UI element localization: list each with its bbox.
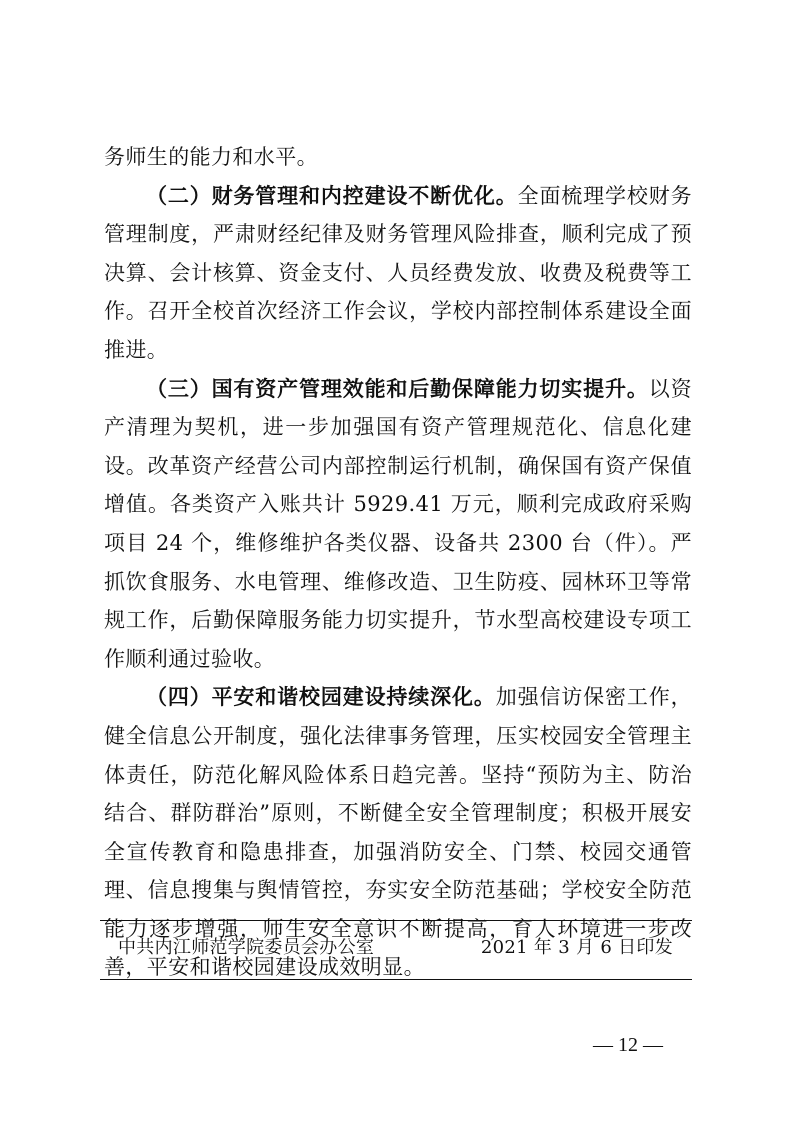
paragraph-1-text: 务师生的能力和水平。 [104, 145, 318, 169]
footer-top-rule [100, 920, 692, 921]
paragraph-2-heading: （二）财务管理和内控建设不断优化。 [146, 183, 518, 208]
page-number: — 12 — [593, 1034, 663, 1056]
paragraph-3-heading: （三）国有资产管理效能和后勤保障能力切实提升。 [146, 376, 649, 401]
paragraph-4-text: 加强信访保密工作，健全信息公开制度，强化法律事务管理，压实校园安全管理主体责任，防范化解风险体系日趋完善。坚持“预防为主、防治结合、群防群治”原则，不断健全安全管理制度；积极开展安全宣传教育和隐患排查，加强消防安全、门禁、校园交通管理、信息搜集与舆情管控，夯实安全防范基础；学校安全防范能力逐步增强，师生安全意识不断提高，育人环境进一步改善，平安和谐校园建设成效明显。 [104, 685, 692, 980]
footer-issue-date: 2021 年 3 月 6 日印发 [480, 937, 673, 958]
body-text [104, 138, 692, 987]
footer-organization: 中共内江师范学院委员会办公室 [118, 937, 375, 958]
paragraph-2-text: 全面梳理学校财务管理制度，严肃财经纪律及财务管理风险排查，顺利完成了预决算、会计核算、资金支付、人员经费发放、收费及税费等工作。召开全校首次经济工作会议，学校内部控制体系建设全面推进。 [104, 183, 692, 362]
footer-bottom-rule [100, 979, 692, 980]
paragraph-continuation [104, 138, 692, 177]
paragraph-3-text: 以资产清理为契机，进一步加强国有资产管理规范化、信息化建设。改革资产经营公司内部控制运行机制，确保国有资产保值增值。各类资产入账共计 5929.41 万元，顺利完成政府采购项目 24 个，维修维护各类仪器、设备共 2300 台（件）。严抓饮食服务、水电管理、维修改造、卫生防疫、园林环卫等常规工作，后勤保障服务能力切实提升，节水型高校建设专项工作顺利通过验收。 [104, 376, 692, 671]
paragraph-finance [104, 177, 692, 370]
paragraph-4-heading: （四）平安和谐校园建设持续深化。 [146, 685, 496, 710]
paragraph-assets [104, 370, 692, 679]
